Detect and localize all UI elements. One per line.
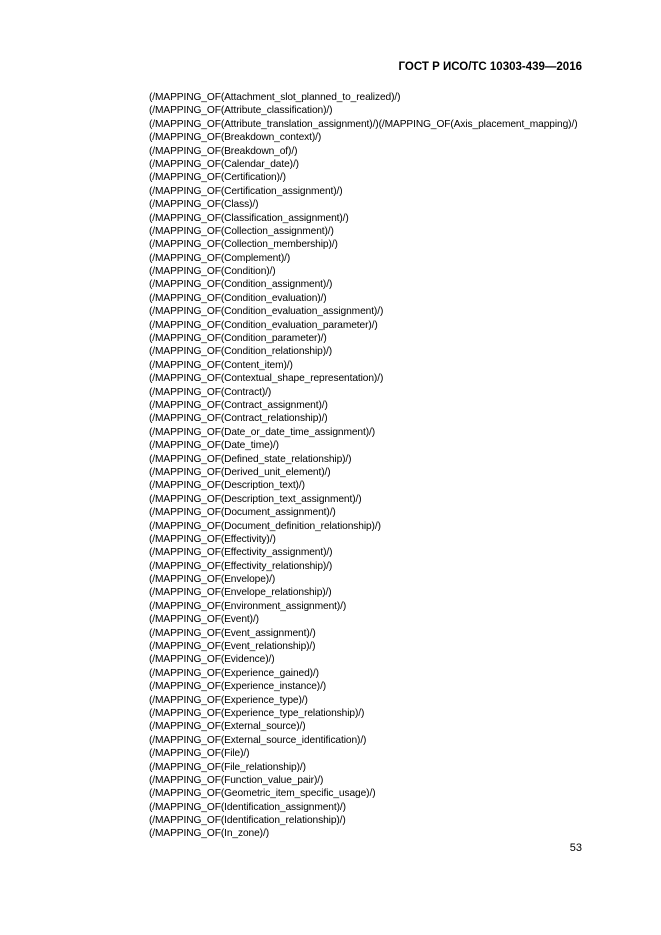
mapping-line: (/MAPPING_OF(Calendar_date)/) [149, 158, 299, 170]
mapping-line: (/MAPPING_OF(Defined_state_relationship)/) [149, 453, 352, 465]
mapping-line: (/MAPPING_OF(Attribute_classification)/) [149, 105, 333, 117]
mapping-line: (/MAPPING_OF(Experience_type_relationship)/) [149, 707, 365, 719]
mapping-line: (/MAPPING_OF(Condition)/) [149, 266, 276, 278]
mapping-line: (/MAPPING_OF(Class)/) [149, 199, 259, 211]
mapping-line: (/MAPPING_OF(Condition_evaluation_assignment)/) [149, 306, 384, 318]
mapping-line: (/MAPPING_OF(Condition_relationship)/) [149, 346, 333, 358]
mapping-line: (/MAPPING_OF(Envelope)/) [149, 574, 276, 586]
mapping-line: (/MAPPING_OF(File_relationship)/) [149, 761, 306, 773]
mapping-line: (/MAPPING_OF(Experience_type)/) [149, 694, 308, 706]
mapping-line: (/MAPPING_OF(Classification_assignment)/) [149, 212, 349, 224]
mapping-line: (/MAPPING_OF(File)/) [149, 748, 250, 760]
mapping-line: (/MAPPING_OF(Event_relationship)/) [149, 641, 316, 653]
mapping-line: (/MAPPING_OF(Breakdown_of)/) [149, 145, 298, 157]
mapping-line: (/MAPPING_OF(Contract_assignment)/) [149, 399, 328, 411]
document-header: ГОСТ Р ИСО/ТС 10303-439—2016 [398, 61, 582, 73]
mapping-line: (/MAPPING_OF(Envelope_relationship)/) [149, 587, 332, 599]
mapping-line: (/MAPPING_OF(In_zone)/) [149, 828, 269, 840]
mapping-line: (/MAPPING_OF(Contract)/) [149, 386, 272, 398]
mapping-line: (/MAPPING_OF(Event_assignment)/) [149, 627, 316, 639]
mapping-line: (/MAPPING_OF(Evidence)/) [149, 654, 275, 666]
mapping-line: (/MAPPING_OF(Geometric_item_specific_usage)/) [149, 788, 376, 800]
mapping-line: (/MAPPING_OF(Condition_assignment)/) [149, 279, 333, 291]
mapping-line: (/MAPPING_OF(Condition_evaluation_parameter)/) [149, 319, 378, 331]
page-number: 53 [569, 842, 582, 854]
mapping-line: (/MAPPING_OF(Condition_evaluation)/) [149, 292, 327, 304]
mapping-line: (/MAPPING_OF(Attribute_translation_assignment)/)(/MAPPING_OF(Axis_placement_mapping)/) [149, 118, 578, 130]
mapping-line: (/MAPPING_OF(Environment_assignment)/) [149, 600, 347, 612]
mapping-line: (/MAPPING_OF(Identification_assignment)/) [149, 801, 346, 813]
mapping-line: (/MAPPING_OF(Description_text_assignment)/) [149, 493, 362, 505]
mapping-list [149, 91, 577, 841]
mapping-line: (/MAPPING_OF(Condition_parameter)/) [149, 333, 327, 345]
mapping-line: (/MAPPING_OF(Document_definition_relationship)/) [149, 520, 381, 532]
mapping-line: (/MAPPING_OF(Content_item)/) [149, 359, 293, 371]
mapping-line: (/MAPPING_OF(Date_time)/) [149, 440, 279, 452]
mapping-line: (/MAPPING_OF(Derived_unit_element)/) [149, 466, 331, 478]
mapping-line: (/MAPPING_OF(Description_text)/) [149, 480, 305, 492]
mapping-line: (/MAPPING_OF(Experience_gained)/) [149, 667, 319, 679]
mapping-line: (/MAPPING_OF(External_source_identification)/) [149, 734, 367, 746]
mapping-line: (/MAPPING_OF(Contract_relationship)/) [149, 413, 328, 425]
mapping-line: (/MAPPING_OF(Identification_relationship)/) [149, 815, 346, 827]
mapping-line: (/MAPPING_OF(Experience_instance)/) [149, 681, 327, 693]
mapping-line: (/MAPPING_OF(Certification_assignment)/) [149, 185, 343, 197]
mapping-line: (/MAPPING_OF(Effectivity_assignment)/) [149, 547, 333, 559]
mapping-line: (/MAPPING_OF(Effectivity)/) [149, 533, 276, 545]
mapping-line: (/MAPPING_OF(Attachment_slot_planned_to_realized)/) [149, 92, 401, 103]
mapping-line: (/MAPPING_OF(Document_assignment)/) [149, 507, 336, 519]
mapping-line: (/MAPPING_OF(Certification)/) [149, 172, 286, 184]
mapping-line: (/MAPPING_OF(Breakdown_context)/) [149, 132, 322, 144]
mapping-line: (/MAPPING_OF(Contextual_shape_representation)/) [149, 373, 384, 385]
mapping-line: (/MAPPING_OF(Complement)/) [149, 252, 291, 264]
mapping-line: (/MAPPING_OF(Event)/) [149, 614, 259, 626]
mapping-line: (/MAPPING_OF(External_source)/) [149, 721, 306, 733]
mapping-line: (/MAPPING_OF(Function_value_pair)/) [149, 774, 324, 786]
mapping-line: (/MAPPING_OF(Date_or_date_time_assignment)/) [149, 426, 376, 438]
mapping-line: (/MAPPING_OF(Effectivity_relationship)/) [149, 560, 333, 572]
mapping-line: (/MAPPING_OF(Collection_membership)/) [149, 239, 338, 251]
mapping-line: (/MAPPING_OF(Collection_assignment)/) [149, 225, 334, 237]
